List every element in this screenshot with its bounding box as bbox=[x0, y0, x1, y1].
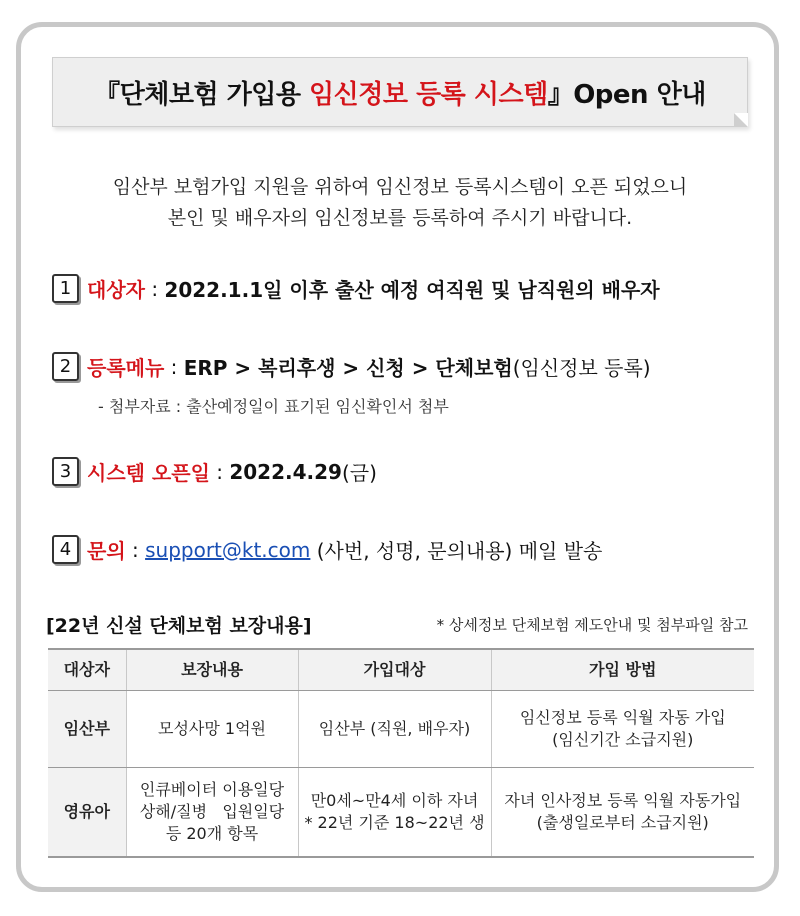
support-email-link[interactable]: support@kt.com bbox=[145, 537, 311, 562]
header-target: 대상자 bbox=[48, 649, 126, 691]
item-sep-3: : bbox=[209, 459, 230, 484]
title-part-3: 』Open 안내 bbox=[547, 79, 706, 110]
coverage-section-title: [22년 신설 단체보험 보장내용] bbox=[46, 615, 312, 637]
item-sep-4: : bbox=[125, 537, 146, 562]
item-number-1: 1 bbox=[52, 274, 79, 303]
item-contact bbox=[52, 535, 602, 564]
intro-line-1: 임산부 보험가입 지원을 위하여 임신정보 등록시스템이 오픈 되었으니 bbox=[112, 176, 688, 198]
row-eligibility bbox=[298, 768, 491, 858]
intro-text bbox=[0, 172, 800, 234]
cell-line: (출생일로부터 소급지원) bbox=[536, 813, 709, 832]
table-header-row bbox=[48, 649, 754, 691]
coverage-table bbox=[48, 648, 754, 858]
item-label-contact: 문의 bbox=[87, 539, 126, 563]
row-target: 영유아 bbox=[48, 768, 126, 858]
cell-line: 상해/질병 입원일당 bbox=[139, 802, 285, 821]
item-label-menu: 등록메뉴 bbox=[87, 356, 165, 380]
item-text-target: 2022.1.1일 이후 출산 예정 여직원 및 남직원의 배우자 bbox=[164, 278, 660, 302]
table-row bbox=[48, 768, 754, 858]
row-target: 임산부 bbox=[48, 691, 126, 768]
item-number-3: 3 bbox=[52, 457, 79, 486]
title-part-2: 임신정보 등록 시스템 bbox=[309, 79, 548, 110]
header-eligibility: 가입대상 bbox=[298, 649, 491, 691]
row-method bbox=[491, 691, 754, 768]
table-row bbox=[48, 691, 754, 768]
cell-line: * 22년 기준 18~22년 생 bbox=[304, 813, 485, 832]
row-coverage bbox=[126, 768, 298, 858]
attachment-note: - 첨부자료 : 출산예정일이 표기된 임신확인서 첨부 bbox=[98, 397, 449, 416]
cell-line: 인큐베이터 이용일당 bbox=[139, 780, 285, 799]
title-part-1: 『단체보험 가입용 bbox=[94, 79, 310, 110]
cell-line: 등 20개 항목 bbox=[165, 824, 259, 843]
item-sep-2: : bbox=[164, 354, 184, 379]
item-text-menu: ERP > 복리후생 > 신청 > 단체보험 bbox=[183, 356, 513, 380]
item-target bbox=[52, 274, 660, 303]
cell-line: (임신기간 소급지원) bbox=[552, 730, 694, 749]
cell-line: 모성사망 1억원 bbox=[157, 719, 266, 738]
item-open-date bbox=[52, 457, 377, 486]
row-method bbox=[491, 768, 754, 858]
cell-line: 임신정보 등록 익월 자동 가입 bbox=[519, 708, 726, 727]
item-label-target: 대상자 bbox=[87, 278, 145, 302]
item-sep-1: : bbox=[144, 276, 165, 301]
header-method: 가입 방법 bbox=[491, 649, 754, 691]
item-text-menu-suffix: (임신정보 등록) bbox=[512, 356, 651, 380]
notice-title bbox=[52, 57, 748, 127]
header-coverage: 보장내용 bbox=[126, 649, 298, 691]
cell-line: 자녀 인사정보 등록 익월 자동가입 bbox=[504, 791, 742, 810]
intro-line-2: 본인 및 배우자의 임신정보를 등록하여 주시기 바랍니다. bbox=[167, 207, 633, 229]
item-label-open-date: 시스템 오픈일 bbox=[87, 461, 210, 485]
cell-line: 만0세~만4세 이하 자녀 bbox=[310, 791, 479, 810]
item-number-2: 2 bbox=[52, 352, 79, 381]
cell-line: 임산부 (직원, 배우자) bbox=[318, 719, 471, 738]
item-number-4: 4 bbox=[52, 535, 79, 564]
item-text-contact-suffix: (사번, 성명, 문의내용) 메일 발송 bbox=[310, 539, 603, 563]
item-text-open-date-suffix: (금) bbox=[341, 461, 377, 485]
coverage-section-note: * 상세정보 단체보험 제도안내 및 첨부파일 참고 bbox=[436, 616, 748, 634]
row-coverage bbox=[126, 691, 298, 768]
item-menu bbox=[52, 352, 651, 381]
row-eligibility bbox=[298, 691, 491, 768]
item-text-open-date: 2022.4.29 bbox=[229, 459, 342, 484]
page-fold-corner bbox=[734, 113, 748, 127]
